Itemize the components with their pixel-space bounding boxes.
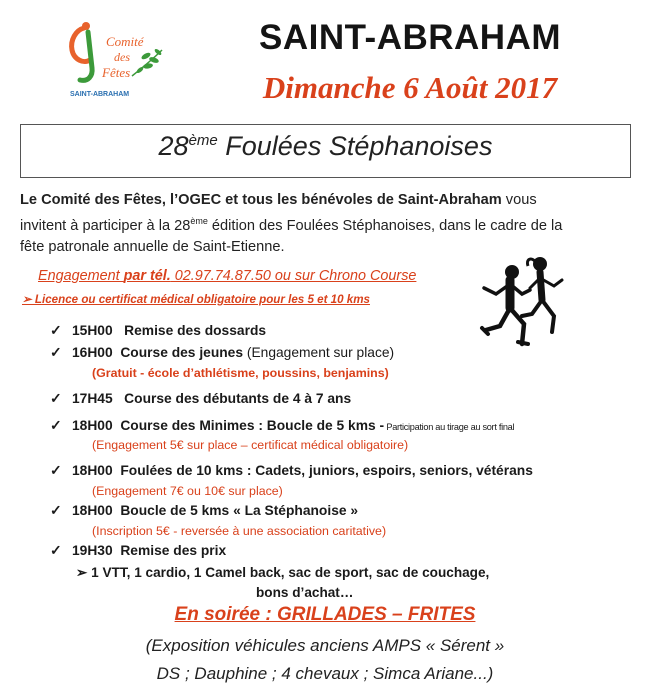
schedule-extra: (Engagement sur place) [243,345,395,360]
schedule-item [50,543,226,559]
schedule-label: Remise des dossards [124,323,267,338]
svg-text:des: des [114,50,130,64]
check-icon: ✓ [50,543,62,558]
schedule-item [50,503,358,519]
schedule-note: (Inscription 5€ - reversée à une association caritative) [92,524,387,538]
event-name: Foulées Stéphanoises [217,131,493,161]
exhibition-line: DS ; Dauphine ; 4 chevaux ; Simca Ariane...) [156,664,494,683]
schedule-label: Foulées de 10 kms : Cadets, juniors, espoirs, seniors, vétérans [120,463,533,478]
schedule-item [50,345,394,361]
schedule-time: 17H45 [72,391,113,406]
runners-illustration [470,252,570,352]
evening-title: En soirée : GRILLADES – FRITES [174,604,476,625]
registration-phone-label: par tél. [123,268,171,284]
schedule-item [50,391,351,407]
event-date: Dimanche 6 Août 2017 [262,70,558,105]
registration-phone: 02.97.74.87.50 ou sur Chrono Course [170,268,417,284]
schedule-time: 18H00 [72,418,113,433]
schedule-item [50,463,533,479]
exhibition-line: (Exposition véhicules anciens AMPS « Sérent » [145,636,505,655]
schedule-label: Course des débutants de 4 à 7 ans [124,391,352,406]
schedule-item [50,323,266,339]
intro-paragraph [20,190,580,258]
runners-icon [470,252,570,352]
schedule-label: Course des jeunes [120,345,244,360]
intro-invite: vous invitent à participer à la 28 [20,192,537,234]
committee-logo [62,20,172,102]
schedule-note: (Gratuit - école d’athlétisme, poussins, benjamins) [92,366,389,380]
svg-text:Fêtes: Fêtes [102,65,131,80]
town-title: SAINT-ABRAHAM [258,18,562,57]
schedule-note: (Engagement 7€ ou 10€ sur place) [92,484,283,498]
schedule-extra: Participation au tirage au sort final [384,422,515,432]
schedule-item [50,418,514,434]
schedule-note: (Engagement 5€ sur place – certificat médical obligatoire) [92,438,409,452]
schedule-time: 18H00 [72,503,113,518]
registration-line [38,268,416,284]
intro-ordinal: ème [190,216,208,226]
schedule-time: 19H30 [72,543,113,558]
check-icon: ✓ [50,345,62,360]
check-icon: ✓ [50,391,62,406]
check-icon: ✓ [50,418,62,433]
intro-rest: édition des Foulées Stéphanoises, dans le cadre de la fête patronale annuelle de Saint-Etienne. [20,217,563,255]
svg-text:SAINT-ABRAHAM: SAINT-ABRAHAM [70,91,130,98]
prizes-line: ➢ 1 VTT, 1 cardio, 1 Camel back, sac de sport, sac de couchage, [76,565,490,580]
intro-organizers: Le Comité des Fêtes, l’OGEC et tous les bénévoles de Saint-Abraham [20,192,502,208]
registration-label: Engagement [38,268,124,284]
schedule-label: Boucle de 5 kms « La Stéphanoise » [120,503,359,518]
check-icon: ✓ [50,503,62,518]
license-notice: ➢ Licence ou certificat médical obligatoire pour les 5 et 10 kms [22,293,370,306]
schedule-label: Course des Minimes : Boucle de 5 kms - [120,418,385,433]
event-ordinal: ème [188,132,218,149]
schedule-time: 15H00 [72,323,113,338]
event-title [20,131,631,162]
svg-text:Comité: Comité [106,34,144,49]
schedule-time: 18H00 [72,463,113,478]
prizes-line: bons d’achat… [256,585,354,600]
event-number: 28 [158,131,189,161]
schedule-label: Remise des prix [120,543,227,558]
committee-logo-icon [62,20,172,102]
check-icon: ✓ [50,323,62,338]
check-icon: ✓ [50,463,62,478]
schedule-time: 16H00 [72,345,113,360]
